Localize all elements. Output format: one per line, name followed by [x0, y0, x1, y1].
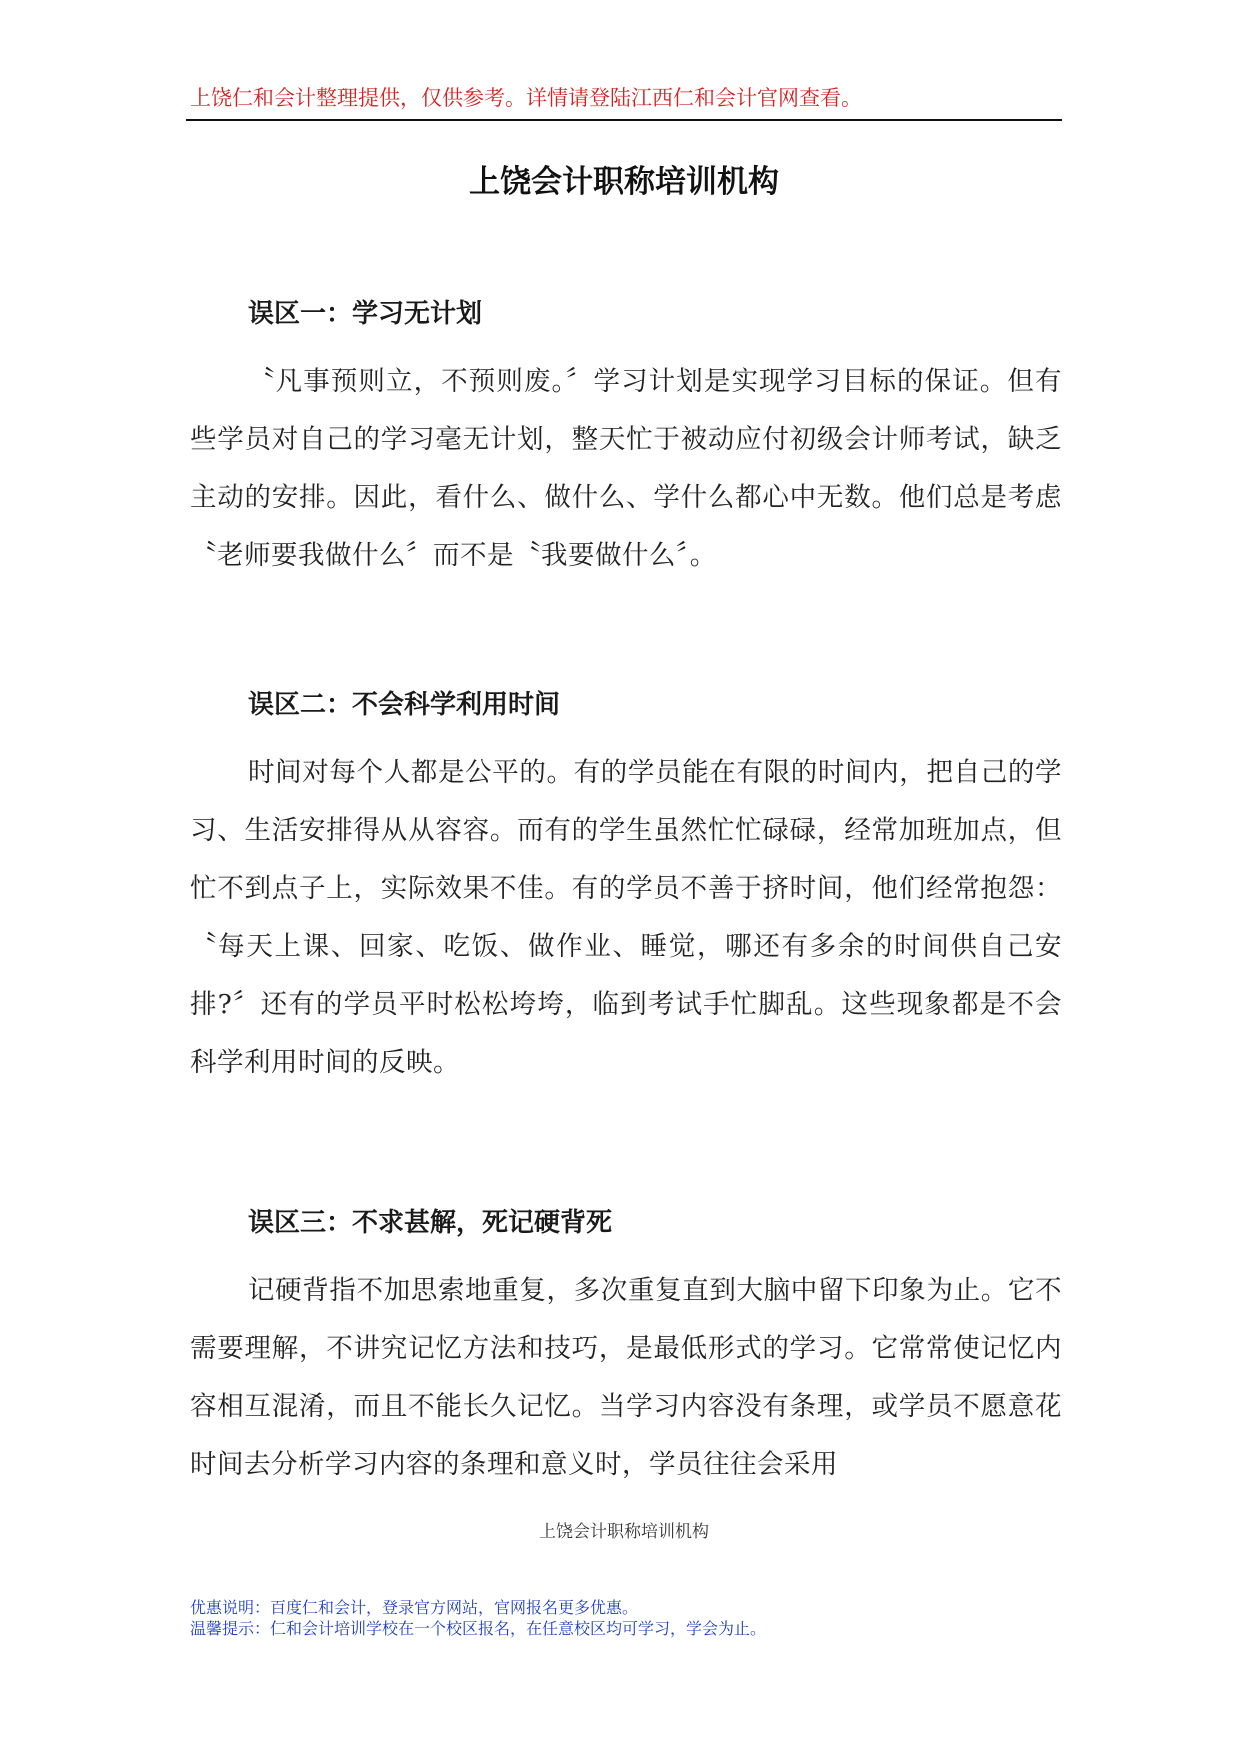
- footer-title: 上饶会计职称培训机构: [539, 1522, 709, 1542]
- footer-notes: [190, 1597, 1060, 1639]
- document-title: 上饶会计职称培训机构: [469, 164, 779, 200]
- section-misconception-2: [190, 685, 1062, 1092]
- section-heading: 误区一：学习无计划: [248, 299, 483, 329]
- discount-note: 优惠说明：百度仁和会计，登录官方网站，官网报名更多优惠。: [190, 1598, 639, 1617]
- reminder-note: 温馨提示：仁和会计培训学校在一个校区报名，在任意校区均可学习，学会为止。: [190, 1619, 767, 1638]
- header-note: 上饶仁和会计整理提供，仅供参考。详情请登陆江西仁和会计官网查看。: [190, 86, 862, 110]
- section-body: 〝凡事预则立，不预则废。〞学习计划是实现学习目标的保证。但有些学员对自己的学习毫无计划，整天忙于被动应付初级会计师考试，缺乏主动的安排。因此，看什么、做什么、学什么都心中无数。他们总是考虑〝老师要我做什么〞而不是〝我要做什么〞。: [190, 366, 1062, 571]
- section-heading: 误区二：不会科学利用时间: [248, 690, 561, 720]
- section-heading: 误区三：不求甚解，死记硬背死: [248, 1208, 613, 1238]
- section-body: 记硬背指不加思索地重复，多次重复直到大脑中留下印象为止。它不需要理解，不讲究记忆方法和技巧，是最低形式的学习。它常常使记忆内容相互混淆，而且不能长久记忆。当学习内容没有条理，或学员不愿意花时间去分析学习内容的条理和意义时，学员往往会采用: [190, 1275, 1062, 1480]
- section-misconception-1: [190, 294, 1062, 585]
- section-body: 时间对每个人都是公平的。有的学员能在有限的时间内，把自己的学习、生活安排得从从容容。而有的学生虽然忙忙碌碌，经常加班加点，但忙不到点子上，实际效果不佳。有的学员不善于挤时间，他们经常抱怨：〝每天上课、回家、吃饭、做作业、睡觉，哪还有多余的时间供自己安排?〞还有的学员平时松松垮垮，临到考试手忙脚乱。这些现象都是不会科学利用时间的反映。: [190, 757, 1062, 1078]
- section-misconception-3: [190, 1203, 1062, 1494]
- header-divider: [186, 119, 1062, 121]
